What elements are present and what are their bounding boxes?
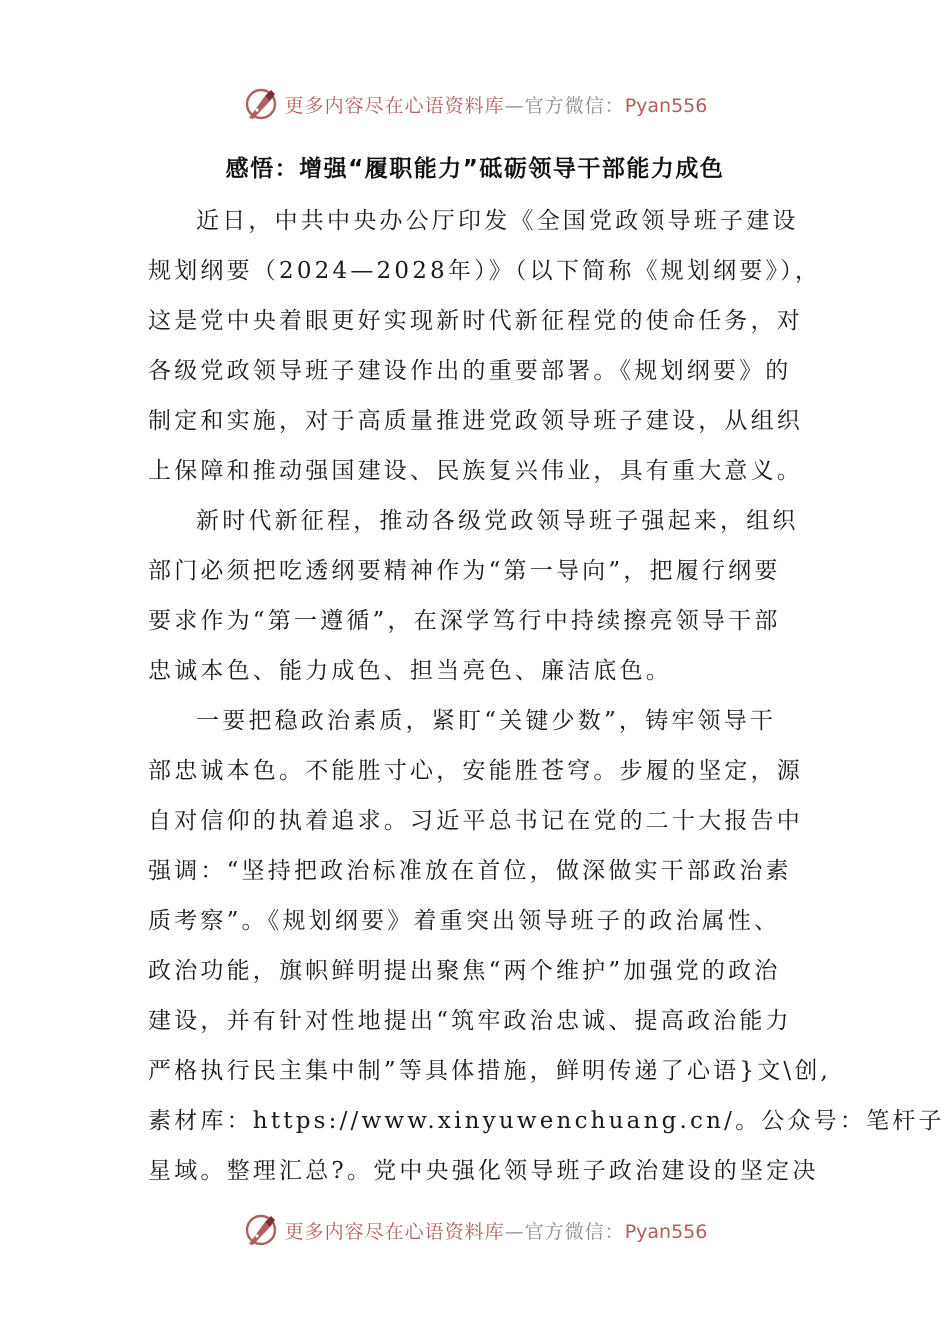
paragraph-2-line-1: 新时代新征程，推动各级党政领导班子强起来，组织: [196, 508, 799, 534]
watermark-dash: —: [504, 1220, 525, 1243]
header-watermark: [0, 82, 950, 126]
paragraph-1-line-3: 这是党中央着眼更好实现新时代新征程党的使命任务，对: [148, 308, 803, 334]
watermark-label: 官方微信：: [524, 1220, 625, 1243]
footer-watermark: [0, 1208, 950, 1252]
watermark-label: 官方微信：: [524, 94, 625, 117]
paragraph-1-line-5: 制定和实施，对于高质量推进党政领导班子建设，从组织: [148, 408, 803, 434]
watermark-main: 更多内容尽在心语资料库: [284, 1220, 505, 1243]
watermark-text: [285, 1217, 708, 1244]
pen-nib-circle-icon: [243, 1212, 279, 1248]
paragraph-3-line-2: 部忠诚本色。不能胜寸心，安能胜苍穹。步履的坚定，源: [148, 758, 803, 784]
paragraph-1-line-6: 上保障和推动强国建设、民族复兴伟业，具有重大意义。: [148, 458, 803, 484]
watermark-dash: —: [504, 94, 525, 117]
paragraph-2-line-2: 部门必须把吃透纲要精神作为“第一导向”，把履行纲要: [148, 558, 781, 584]
watermark-wechat-id: Pyan556: [624, 94, 708, 117]
paragraph-2-line-4: 忠诚本色、能力成色、担当亮色、廉洁底色。: [148, 658, 672, 684]
watermark-wechat-id: Pyan556: [624, 1220, 708, 1243]
paragraph-1-line-1: 近日，中共中央办公厅印发《全国党政领导班子建设: [196, 208, 799, 234]
paragraph-2-line-3: 要求作为“第一遵循”，在深学笃行中持续擦亮领导干部: [148, 608, 781, 634]
paragraph-3-line-4: 强调：“坚持把政治标准放在首位，做深做实干部政治素: [148, 858, 792, 884]
paragraph-3-line-6: 政治功能，旗帜鲜明提出聚焦“两个维护”加强党的政治: [148, 958, 781, 984]
pen-nib-circle-icon: [243, 86, 279, 122]
document-title: 感悟：增强“履职能力”砥砺领导干部能力成色: [225, 156, 725, 182]
paragraph-3-line-8: 严格执行民主集中制”等具体措施，鲜明传递了心语}文\创,: [148, 1058, 832, 1084]
paragraph-3-line-5: 质考察”。《规划纲要》着重突出领导班子的政治属性、: [148, 908, 781, 934]
paragraph-3-line-1: 一要把稳政治素质，紧盯“关键少数”，铸牢领导干: [196, 708, 777, 734]
paragraph-3-line-9: 素材库：https://www.xinyuwenchuang.cn/。公众号：笔杆子: [148, 1108, 945, 1134]
watermark-main: 更多内容尽在心语资料库: [284, 94, 505, 117]
paragraph-1-line-4: 各级党政领导班子建设作出的重要部署。《规划纲要》的: [148, 358, 792, 384]
paragraph-3-line-7: 建设，并有针对性地提出“筑牢政治忠诚、提高政治能力: [148, 1008, 792, 1034]
paragraph-3-line-3: 自对信仰的执着追求。习近平总书记在党的二十大报告中: [148, 808, 803, 834]
watermark-text: [285, 91, 708, 118]
paragraph-1-line-2: 规划纲要（2024—2028年）》（以下简称《规划纲要》），: [148, 258, 822, 284]
paragraph-3-line-10: 星域。整理汇总?。党中央强化领导班子政治建设的坚定决: [148, 1158, 819, 1184]
